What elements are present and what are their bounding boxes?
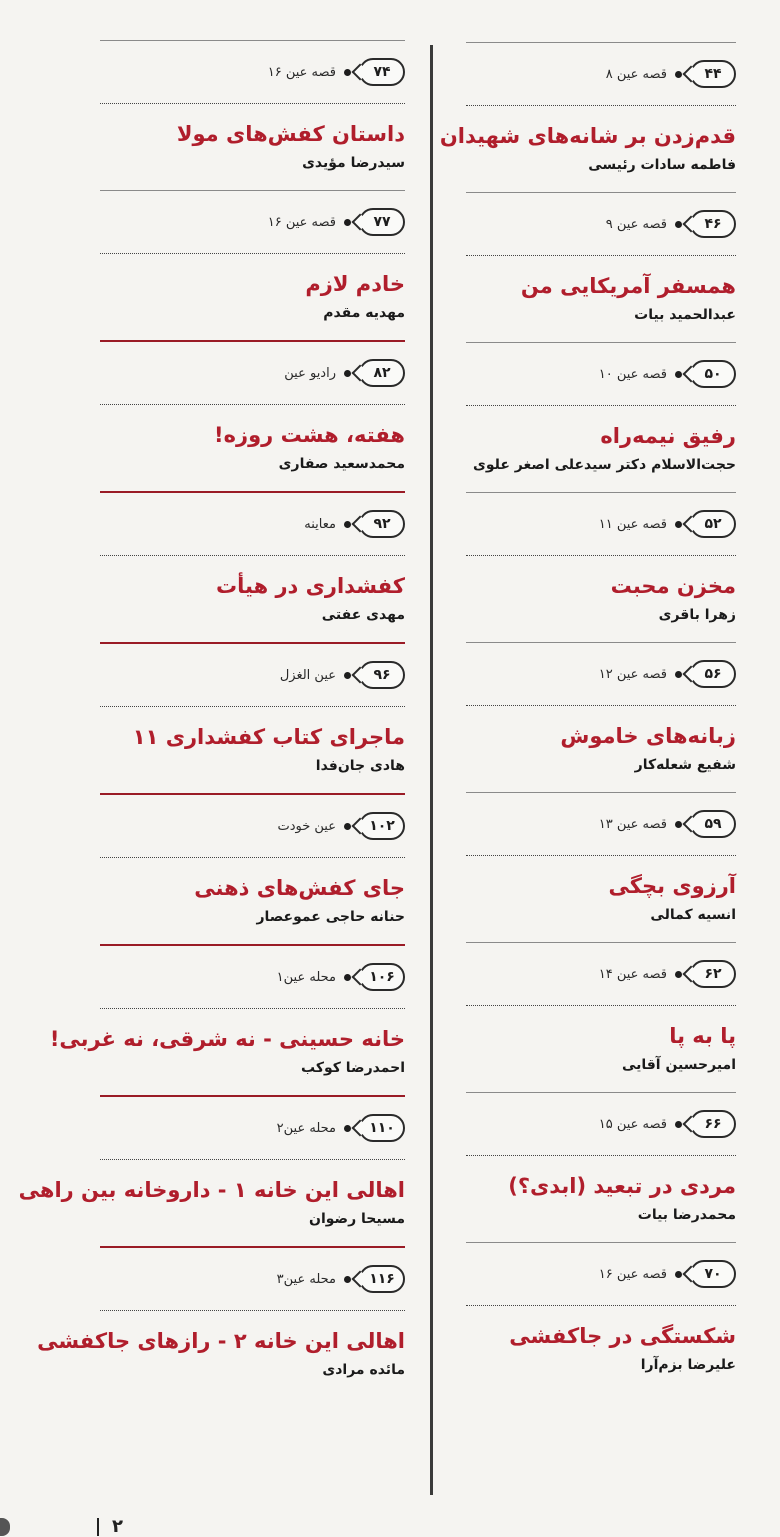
toc-entry[interactable] xyxy=(466,643,736,792)
section-label: محله عین۱ xyxy=(276,969,336,985)
article-title[interactable]: کفشداری در هیأت xyxy=(216,574,405,598)
section-label: قصه عین ۱۱ xyxy=(598,516,667,532)
article-author: محمدسعید صفاری xyxy=(278,456,405,472)
article-author: شفیع شعله‌کار xyxy=(634,757,736,773)
article-title[interactable]: جای کفش‌های ذهنی xyxy=(194,876,405,900)
entry-meta xyxy=(466,193,736,255)
entry-meta xyxy=(466,793,736,855)
toc-entry[interactable] xyxy=(466,793,736,942)
article-title[interactable]: خانه حسینی - نه شرقی، نه غربی! xyxy=(49,1027,405,1051)
bullet-icon xyxy=(344,823,351,830)
page-number-badge: ۸۲ xyxy=(359,359,405,387)
toc-right-column xyxy=(439,30,736,1392)
article-author: زهرا باقری xyxy=(658,607,736,623)
bullet-icon xyxy=(344,370,351,377)
toc-entry[interactable] xyxy=(100,41,405,190)
bullet-icon xyxy=(344,521,351,528)
article-title[interactable]: خادم لازم xyxy=(305,272,405,296)
entry-meta xyxy=(100,946,405,1008)
article-author: حنانه حاجی عموعصار xyxy=(256,909,405,925)
entry-meta xyxy=(100,1248,405,1310)
page-number-badge: ۱۰۲ xyxy=(359,812,405,840)
bullet-icon xyxy=(344,69,351,76)
column-divider xyxy=(430,45,433,1495)
page-number-badge: ۱۱۶ xyxy=(359,1265,405,1293)
page-number-badge: ۴۶ xyxy=(690,210,736,238)
article-author: علیرضا بزم‌آرا xyxy=(640,1357,736,1373)
entry-meta xyxy=(100,644,405,706)
toc-entry[interactable] xyxy=(100,795,405,944)
article-title[interactable]: مخزن محبت xyxy=(610,574,736,598)
section-label: عین الغزل xyxy=(279,667,336,683)
footer-separator xyxy=(97,1518,99,1536)
page-number: ۲ xyxy=(112,1516,123,1537)
article-title[interactable]: همسفر آمریکایی من xyxy=(520,274,736,298)
entry-meta xyxy=(100,1097,405,1159)
section-label: قصه عین ۱۰ xyxy=(598,366,667,382)
entry-meta xyxy=(466,943,736,1005)
article-author: عبدالحمید بیات xyxy=(634,307,736,323)
article-author: حجت‌الاسلام دکتر سیدعلی اصغر علوی xyxy=(473,457,736,473)
toc-left-column xyxy=(18,30,405,1397)
section-label: قصه عین ۱۴ xyxy=(598,966,667,982)
toc-entry[interactable] xyxy=(100,342,405,491)
page-number-badge: ۵۲ xyxy=(690,510,736,538)
bullet-icon xyxy=(675,71,682,78)
section-label: قصه عین ۱۶ xyxy=(598,1266,667,1282)
bullet-icon xyxy=(344,219,351,226)
toc-entry[interactable] xyxy=(466,943,736,1092)
entry-meta xyxy=(100,493,405,555)
toc-entry[interactable] xyxy=(466,493,736,642)
article-author: هادی جان‌فدا xyxy=(315,758,405,774)
page-number-badge: ۷۴ xyxy=(359,58,405,86)
page-number-badge: ۵۶ xyxy=(690,660,736,688)
bullet-icon xyxy=(344,1125,351,1132)
article-author: مهدی عفتی xyxy=(321,607,405,623)
section-label: عین خودت xyxy=(277,818,336,834)
page-edge-marker xyxy=(0,1518,10,1536)
page-number-badge: ۵۹ xyxy=(690,810,736,838)
bullet-icon xyxy=(675,371,682,378)
toc-entry[interactable] xyxy=(100,191,405,340)
toc-entry[interactable] xyxy=(100,644,405,793)
bullet-icon xyxy=(675,221,682,228)
section-label: قصه عین ۱۵ xyxy=(598,1116,667,1132)
section-label: محله عین۳ xyxy=(276,1271,336,1287)
section-label: قصه عین ۱۳ xyxy=(598,816,667,832)
entry-meta xyxy=(466,1243,736,1305)
section-label: محله عین۲ xyxy=(276,1120,336,1136)
article-author: احمدرضا کوکب xyxy=(301,1060,405,1076)
article-title[interactable]: قدم‌زدن بر شانه‌های شهیدان xyxy=(439,124,736,148)
bullet-icon xyxy=(675,821,682,828)
entry-meta xyxy=(100,795,405,857)
page-number-badge: ۱۰۶ xyxy=(359,963,405,991)
section-label: رادیو عین xyxy=(284,365,336,381)
article-title[interactable]: آرزوی بچگی xyxy=(608,874,736,898)
article-title[interactable]: زبانه‌های خاموش xyxy=(560,724,736,748)
article-title[interactable]: ماجرای کتاب کفشداری ۱۱ xyxy=(132,725,405,749)
page-number-badge: ۶۲ xyxy=(690,960,736,988)
bullet-icon xyxy=(675,1271,682,1278)
article-title[interactable]: اهالی این خانه ۱ - داروخانه بین راهی xyxy=(18,1178,405,1202)
section-label: قصه عین ۹ xyxy=(605,216,667,232)
article-author: سیدرضا مؤیدی xyxy=(302,155,405,171)
entry-meta xyxy=(466,1093,736,1155)
page-number-badge: ۵۰ xyxy=(690,360,736,388)
page-number-badge: ۷۰ xyxy=(690,1260,736,1288)
article-author: مائده مرادی xyxy=(322,1362,405,1378)
page-number-badge: ۱۱۰ xyxy=(359,1114,405,1142)
article-author: محمدرضا بیات xyxy=(637,1207,736,1223)
bullet-icon xyxy=(675,971,682,978)
entry-meta xyxy=(466,493,736,555)
toc-entry[interactable] xyxy=(466,1093,736,1242)
toc-entry[interactable] xyxy=(37,1248,405,1397)
article-author: امیرحسین آقایی xyxy=(621,1057,736,1073)
bullet-icon xyxy=(675,521,682,528)
toc-entry[interactable] xyxy=(49,946,405,1095)
section-label: قصه عین ۸ xyxy=(605,66,667,82)
bullet-icon xyxy=(344,974,351,981)
toc-entry[interactable] xyxy=(100,493,405,642)
article-title[interactable]: اهالی این خانه ۲ - رازهای جاکفشی xyxy=(37,1329,405,1353)
section-label: قصه عین ۱۶ xyxy=(267,64,336,80)
entry-meta xyxy=(466,43,736,105)
toc-entry[interactable] xyxy=(18,1097,405,1246)
bullet-icon xyxy=(344,672,351,679)
article-title[interactable]: هفته، هشت روزه! xyxy=(214,423,405,447)
article-author: انسیه کمالی xyxy=(650,907,736,923)
article-title[interactable]: پا به پا xyxy=(669,1024,736,1048)
page-number-badge: ۴۴ xyxy=(690,60,736,88)
article-title[interactable]: شکستگی در جاکفشی xyxy=(509,1324,736,1348)
entry-meta xyxy=(100,342,405,404)
entry-meta xyxy=(466,643,736,705)
entry-meta xyxy=(100,191,405,253)
bullet-icon xyxy=(675,1121,682,1128)
bullet-icon xyxy=(675,671,682,678)
page-number-badge: ۶۶ xyxy=(690,1110,736,1138)
article-author: مهدیه مقدم xyxy=(323,305,405,321)
bullet-icon xyxy=(344,1276,351,1283)
toc-entry[interactable] xyxy=(466,1243,736,1392)
section-label: قصه عین ۱۶ xyxy=(267,214,336,230)
toc-entry[interactable] xyxy=(439,43,736,192)
toc-entry[interactable] xyxy=(466,343,736,492)
section-label: قصه عین ۱۲ xyxy=(598,666,667,682)
article-title[interactable]: داستان کفش‌های مولا xyxy=(176,122,405,146)
toc-entry[interactable] xyxy=(466,193,736,342)
article-title[interactable]: رفیق نیمه‌راه xyxy=(600,424,736,448)
entry-meta xyxy=(466,343,736,405)
article-author: مسیحا رضوان xyxy=(309,1211,405,1227)
article-author: فاطمه سادات رئیسی xyxy=(588,157,736,173)
page-number-badge: ۷۷ xyxy=(359,208,405,236)
page-number-badge: ۹۲ xyxy=(359,510,405,538)
section-label: معاینه xyxy=(304,516,336,532)
article-title[interactable]: مردی در تبعید (ابدی؟) xyxy=(508,1174,736,1198)
page-number-badge: ۹۶ xyxy=(359,661,405,689)
entry-meta xyxy=(100,41,405,103)
